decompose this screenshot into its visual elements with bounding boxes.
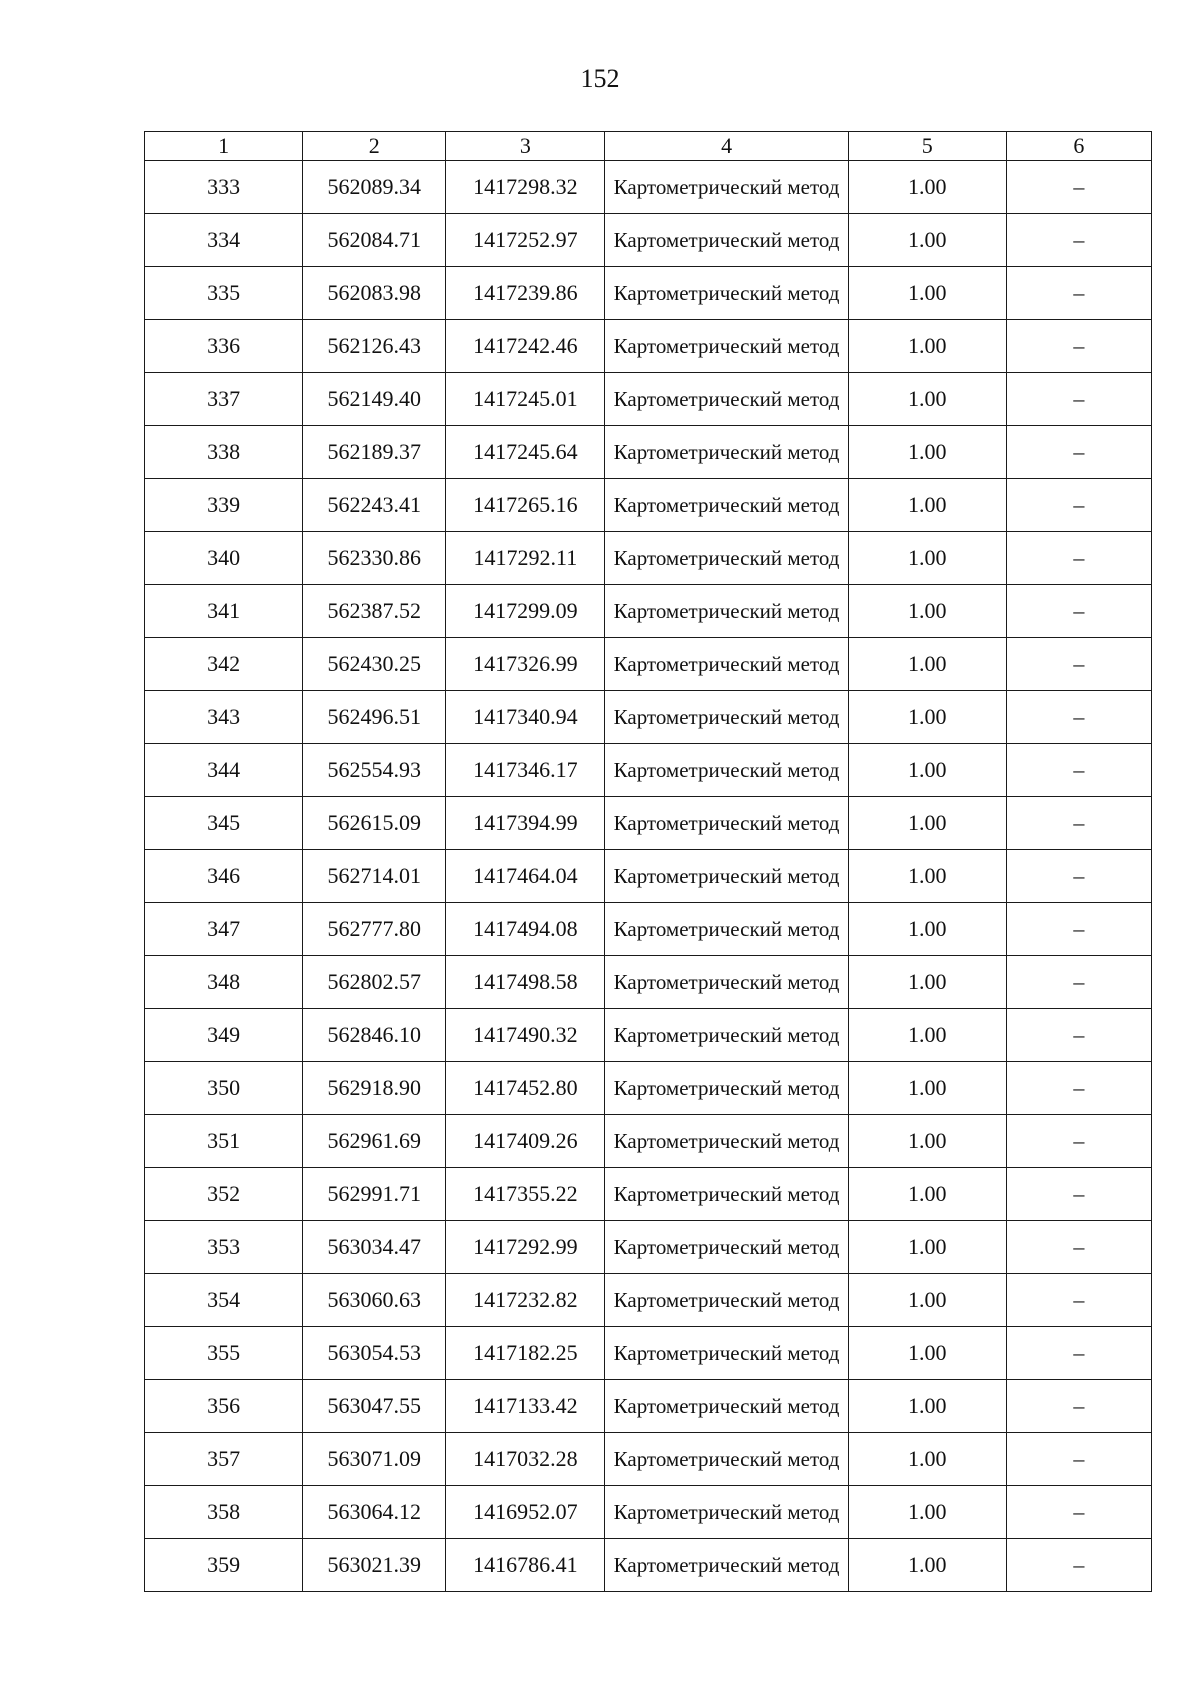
note-cell: – [1006, 1062, 1151, 1115]
method-cell: Картометрический метод [605, 1274, 848, 1327]
method-cell: Картометрический метод [605, 479, 848, 532]
point-number-cell: 346 [145, 850, 303, 903]
note-cell: – [1006, 638, 1151, 691]
point-number-cell: 336 [145, 320, 303, 373]
note-cell: – [1006, 1168, 1151, 1221]
y-coordinate-cell: 1417490.32 [446, 1009, 605, 1062]
table-row [145, 638, 1152, 691]
point-number-cell: 344 [145, 744, 303, 797]
table-row [145, 1539, 1152, 1592]
x-coordinate-cell: 563021.39 [303, 1539, 446, 1592]
x-coordinate-cell: 562083.98 [303, 267, 446, 320]
y-coordinate-cell: 1417326.99 [446, 638, 605, 691]
note-cell: – [1006, 426, 1151, 479]
table-row [145, 214, 1152, 267]
note-cell: – [1006, 1221, 1151, 1274]
point-number-cell: 350 [145, 1062, 303, 1115]
method-cell: Картометрический метод [605, 638, 848, 691]
method-cell: Картометрический метод [605, 320, 848, 373]
x-coordinate-cell: 562714.01 [303, 850, 446, 903]
accuracy-cell: 1.00 [848, 691, 1006, 744]
y-coordinate-cell: 1417133.42 [446, 1380, 605, 1433]
table-row [145, 1009, 1152, 1062]
point-number-cell: 357 [145, 1433, 303, 1486]
y-coordinate-cell: 1417252.97 [446, 214, 605, 267]
point-number-cell: 333 [145, 161, 303, 214]
y-coordinate-cell: 1417242.46 [446, 320, 605, 373]
table-row [145, 267, 1152, 320]
x-coordinate-cell: 562991.71 [303, 1168, 446, 1221]
point-number-cell: 353 [145, 1221, 303, 1274]
header-cell-2: 2 [303, 132, 446, 161]
x-coordinate-cell: 562802.57 [303, 956, 446, 1009]
accuracy-cell: 1.00 [848, 373, 1006, 426]
point-number-cell: 334 [145, 214, 303, 267]
method-cell: Картометрический метод [605, 956, 848, 1009]
table-row [145, 1221, 1152, 1274]
table-row [145, 585, 1152, 638]
method-cell: Картометрический метод [605, 585, 848, 638]
method-cell: Картометрический метод [605, 426, 848, 479]
accuracy-cell: 1.00 [848, 426, 1006, 479]
accuracy-cell: 1.00 [848, 903, 1006, 956]
y-coordinate-cell: 1417498.58 [446, 956, 605, 1009]
x-coordinate-cell: 563071.09 [303, 1433, 446, 1486]
method-cell: Картометрический метод [605, 1433, 848, 1486]
note-cell: – [1006, 691, 1151, 744]
table-row [145, 532, 1152, 585]
point-number-cell: 354 [145, 1274, 303, 1327]
y-coordinate-cell: 1417464.04 [446, 850, 605, 903]
table-header [145, 132, 1152, 161]
page-number: 152 [580, 64, 620, 93]
accuracy-cell: 1.00 [848, 1274, 1006, 1327]
y-coordinate-cell: 1416786.41 [446, 1539, 605, 1592]
y-coordinate-cell: 1417346.17 [446, 744, 605, 797]
note-cell: – [1006, 1380, 1151, 1433]
header-cell-1: 1 [145, 132, 303, 161]
method-cell: Картометрический метод [605, 850, 848, 903]
method-cell: Картометрический метод [605, 1009, 848, 1062]
accuracy-cell: 1.00 [848, 320, 1006, 373]
y-coordinate-cell: 1417355.22 [446, 1168, 605, 1221]
y-coordinate-cell: 1417232.82 [446, 1274, 605, 1327]
table-row [145, 1274, 1152, 1327]
table-row [145, 1486, 1152, 1539]
accuracy-cell: 1.00 [848, 161, 1006, 214]
coordinates-table [144, 131, 1152, 1592]
table-row [145, 956, 1152, 1009]
y-coordinate-cell: 1417239.86 [446, 267, 605, 320]
header-cell-4: 4 [605, 132, 848, 161]
y-coordinate-cell: 1417292.11 [446, 532, 605, 585]
method-cell: Картометрический метод [605, 1486, 848, 1539]
table-row [145, 320, 1152, 373]
y-coordinate-cell: 1416952.07 [446, 1486, 605, 1539]
x-coordinate-cell: 562387.52 [303, 585, 446, 638]
note-cell: – [1006, 1115, 1151, 1168]
point-number-cell: 349 [145, 1009, 303, 1062]
y-coordinate-cell: 1417409.26 [446, 1115, 605, 1168]
note-cell: – [1006, 956, 1151, 1009]
x-coordinate-cell: 562918.90 [303, 1062, 446, 1115]
method-cell: Картометрический метод [605, 1221, 848, 1274]
method-cell: Картометрический метод [605, 1327, 848, 1380]
note-cell: – [1006, 744, 1151, 797]
method-cell: Картометрический метод [605, 1115, 848, 1168]
x-coordinate-cell: 562149.40 [303, 373, 446, 426]
method-cell: Картометрический метод [605, 267, 848, 320]
y-coordinate-cell: 1417298.32 [446, 161, 605, 214]
y-coordinate-cell: 1417265.16 [446, 479, 605, 532]
point-number-cell: 343 [145, 691, 303, 744]
accuracy-cell: 1.00 [848, 744, 1006, 797]
x-coordinate-cell: 562084.71 [303, 214, 446, 267]
method-cell: Картометрический метод [605, 373, 848, 426]
x-coordinate-cell: 562846.10 [303, 1009, 446, 1062]
header-cell-3: 3 [446, 132, 605, 161]
accuracy-cell: 1.00 [848, 1062, 1006, 1115]
accuracy-cell: 1.00 [848, 1009, 1006, 1062]
note-cell: – [1006, 320, 1151, 373]
accuracy-cell: 1.00 [848, 1380, 1006, 1433]
table-row [145, 744, 1152, 797]
method-cell: Картометрический метод [605, 1168, 848, 1221]
accuracy-cell: 1.00 [848, 956, 1006, 1009]
method-cell: Картометрический метод [605, 797, 848, 850]
accuracy-cell: 1.00 [848, 850, 1006, 903]
accuracy-cell: 1.00 [848, 1433, 1006, 1486]
table-row [145, 1433, 1152, 1486]
x-coordinate-cell: 563047.55 [303, 1380, 446, 1433]
note-cell: – [1006, 373, 1151, 426]
table-row [145, 691, 1152, 744]
note-cell: – [1006, 1486, 1151, 1539]
point-number-cell: 345 [145, 797, 303, 850]
x-coordinate-cell: 562961.69 [303, 1115, 446, 1168]
point-number-cell: 352 [145, 1168, 303, 1221]
note-cell: – [1006, 1274, 1151, 1327]
x-coordinate-cell: 562189.37 [303, 426, 446, 479]
x-coordinate-cell: 562554.93 [303, 744, 446, 797]
accuracy-cell: 1.00 [848, 1486, 1006, 1539]
table-row [145, 1380, 1152, 1433]
y-coordinate-cell: 1417032.28 [446, 1433, 605, 1486]
accuracy-cell: 1.00 [848, 797, 1006, 850]
note-cell: – [1006, 797, 1151, 850]
note-cell: – [1006, 532, 1151, 585]
point-number-cell: 342 [145, 638, 303, 691]
method-cell: Картометрический метод [605, 532, 848, 585]
x-coordinate-cell: 563064.12 [303, 1486, 446, 1539]
accuracy-cell: 1.00 [848, 267, 1006, 320]
method-cell: Картометрический метод [605, 1062, 848, 1115]
table-row [145, 1168, 1152, 1221]
table-row [145, 161, 1152, 214]
point-number-cell: 355 [145, 1327, 303, 1380]
header-row [145, 132, 1152, 161]
method-cell: Картометрический метод [605, 161, 848, 214]
table-row [145, 797, 1152, 850]
method-cell: Картометрический метод [605, 903, 848, 956]
note-cell: – [1006, 214, 1151, 267]
y-coordinate-cell: 1417452.80 [446, 1062, 605, 1115]
y-coordinate-cell: 1417245.64 [446, 426, 605, 479]
header-cell-5: 5 [848, 132, 1006, 161]
accuracy-cell: 1.00 [848, 1539, 1006, 1592]
table-row [145, 903, 1152, 956]
x-coordinate-cell: 562243.41 [303, 479, 446, 532]
x-coordinate-cell: 562330.86 [303, 532, 446, 585]
accuracy-cell: 1.00 [848, 1327, 1006, 1380]
method-cell: Картометрический метод [605, 744, 848, 797]
point-number-cell: 356 [145, 1380, 303, 1433]
x-coordinate-cell: 562615.09 [303, 797, 446, 850]
y-coordinate-cell: 1417245.01 [446, 373, 605, 426]
table-row [145, 479, 1152, 532]
point-number-cell: 347 [145, 903, 303, 956]
point-number-cell: 341 [145, 585, 303, 638]
x-coordinate-cell: 562126.43 [303, 320, 446, 373]
accuracy-cell: 1.00 [848, 1115, 1006, 1168]
table-row [145, 373, 1152, 426]
y-coordinate-cell: 1417182.25 [446, 1327, 605, 1380]
table-row [145, 850, 1152, 903]
method-cell: Картометрический метод [605, 691, 848, 744]
note-cell: – [1006, 585, 1151, 638]
accuracy-cell: 1.00 [848, 585, 1006, 638]
accuracy-cell: 1.00 [848, 479, 1006, 532]
note-cell: – [1006, 1433, 1151, 1486]
note-cell: – [1006, 267, 1151, 320]
x-coordinate-cell: 562430.25 [303, 638, 446, 691]
y-coordinate-cell: 1417299.09 [446, 585, 605, 638]
point-number-cell: 339 [145, 479, 303, 532]
note-cell: – [1006, 1327, 1151, 1380]
accuracy-cell: 1.00 [848, 532, 1006, 585]
table-row [145, 1115, 1152, 1168]
y-coordinate-cell: 1417292.99 [446, 1221, 605, 1274]
point-number-cell: 359 [145, 1539, 303, 1592]
y-coordinate-cell: 1417340.94 [446, 691, 605, 744]
method-cell: Картометрический метод [605, 214, 848, 267]
point-number-cell: 335 [145, 267, 303, 320]
x-coordinate-cell: 562089.34 [303, 161, 446, 214]
accuracy-cell: 1.00 [848, 214, 1006, 267]
x-coordinate-cell: 563054.53 [303, 1327, 446, 1380]
note-cell: – [1006, 903, 1151, 956]
method-cell: Картометрический метод [605, 1380, 848, 1433]
table-row [145, 426, 1152, 479]
point-number-cell: 338 [145, 426, 303, 479]
x-coordinate-cell: 562496.51 [303, 691, 446, 744]
x-coordinate-cell: 562777.80 [303, 903, 446, 956]
x-coordinate-cell: 563060.63 [303, 1274, 446, 1327]
method-cell: Картометрический метод [605, 1539, 848, 1592]
table-body [145, 161, 1152, 1592]
point-number-cell: 340 [145, 532, 303, 585]
note-cell: – [1006, 1009, 1151, 1062]
point-number-cell: 358 [145, 1486, 303, 1539]
point-number-cell: 348 [145, 956, 303, 1009]
table-row [145, 1062, 1152, 1115]
note-cell: – [1006, 479, 1151, 532]
x-coordinate-cell: 563034.47 [303, 1221, 446, 1274]
note-cell: – [1006, 850, 1151, 903]
point-number-cell: 351 [145, 1115, 303, 1168]
y-coordinate-cell: 1417394.99 [446, 797, 605, 850]
accuracy-cell: 1.00 [848, 638, 1006, 691]
point-number-cell: 337 [145, 373, 303, 426]
accuracy-cell: 1.00 [848, 1221, 1006, 1274]
table-row [145, 1327, 1152, 1380]
y-coordinate-cell: 1417494.08 [446, 903, 605, 956]
accuracy-cell: 1.00 [848, 1168, 1006, 1221]
note-cell: – [1006, 161, 1151, 214]
note-cell: – [1006, 1539, 1151, 1592]
header-cell-6: 6 [1006, 132, 1151, 161]
